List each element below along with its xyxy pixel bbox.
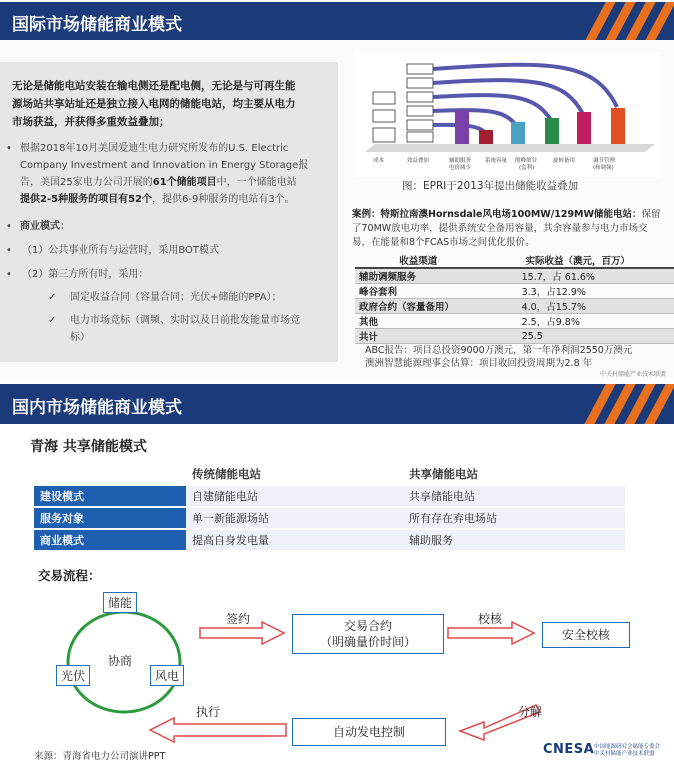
bullet-dot: •: [6, 221, 12, 232]
label-execute: 执行: [196, 705, 221, 719]
bullet-dot: •: [6, 269, 12, 280]
cnesa-sub-1: 中国能源研究会储能专委会: [594, 744, 661, 750]
trade-flow-diagram: [0, 380, 674, 765]
cnesa-subtitle: [594, 744, 660, 758]
box-contract: [292, 614, 444, 654]
bullet1-line-2: Company Investment and Innovation in Energy Storage报: [20, 160, 309, 171]
svg-text:削峰填谷: 削峰填谷: [515, 158, 538, 164]
case-line-3: 易，在能量和8个FCAS市场之间优化报价。: [352, 237, 535, 248]
node-pv: 光伏: [56, 665, 90, 686]
bar-ancillary: [455, 110, 469, 144]
title-bar: [0, 2, 674, 40]
table-cell: 自建储能电站: [186, 486, 403, 506]
table-cell: 15.7，占 61.6%: [482, 268, 674, 284]
case-line-1: 案例：特斯拉南澳Hornsdale风电场100MW/129MW储能电站：保留: [352, 209, 661, 220]
svg-text:(和调频): (和调频): [593, 165, 614, 171]
cnesa-sub-2: 中关村储能产业技术联盟: [594, 751, 655, 757]
table-header: 收益渠道: [355, 253, 482, 268]
svg-text:成本: 成本: [373, 158, 385, 164]
table-cell: 25.5: [482, 329, 674, 344]
chart-floor: [365, 144, 655, 152]
table-cell: 其他: [355, 314, 482, 329]
table-header-row: [355, 253, 674, 268]
table-row: [355, 268, 674, 284]
table-row: [355, 314, 674, 329]
svg-text:辅助服务: 辅助服务: [449, 158, 472, 164]
bar-arbitrage: [511, 122, 525, 144]
case-line-2: 了70MW放电功率，提供系统安全备用容量，其余容量参与电力市场交: [352, 223, 648, 234]
node-storage: 储能: [103, 592, 137, 613]
table-cell: 峰谷套利: [355, 284, 482, 299]
bullet1-line-3: 告，美国25家电力公司开展的61个储能项目中，一个储能电站: [20, 177, 297, 188]
table-header: 实际收益（澳元，百万）: [482, 253, 674, 268]
bar-other: [611, 108, 625, 144]
orange-stripes-decoration: [564, 2, 674, 40]
table-cell: 共享储能电站: [403, 486, 625, 506]
qinghai-subtitle: 青海 共享储能模式: [30, 439, 147, 455]
abc-report-text: ABC报告：项目总投资9000万澳元，第一年净利润2550万澳元: [365, 345, 633, 356]
box-safety-check: 安全校核: [542, 622, 630, 648]
node-wind: 风电: [150, 665, 184, 686]
bar-spinning: [545, 118, 559, 144]
bar-capacity: [479, 130, 493, 144]
svg-text:旋转备用: 旋转备用: [553, 158, 576, 164]
table-row: [355, 329, 674, 344]
svg-text:电价减少: 电价减少: [449, 165, 472, 171]
chart-caption: 图：EPRI于2013年提出储能收益叠加: [402, 180, 579, 192]
node-negotiation: 协商: [108, 654, 133, 668]
svg-text:调节管理: 调节管理: [593, 158, 616, 164]
table-cell: 政府合约（容量备用）: [355, 299, 482, 314]
table-cell: 4.0，占15.7%: [482, 299, 674, 314]
intro-line-1: 无论是储能电站安装在输电侧还是配电侧，无论是与可再生能: [12, 80, 296, 92]
table-row: [355, 284, 674, 299]
contract-line-1: 交易合约: [343, 619, 392, 633]
table-cell: 共计: [355, 329, 482, 344]
fixed-contract-item: 固定收益合同（容量合同；光伏+储能的PPA）；: [70, 292, 282, 303]
market-bid-line-1: 电力市场竞标（调频、实时以及日前批发能量市场竞: [70, 315, 300, 326]
aemo-estimate-text: 澳洲智慧能源理事会估算：项目收回投资周期为2.8 年: [365, 358, 593, 369]
table-cell: 所有存在弃电场站: [403, 508, 625, 528]
check-icon: ✓: [48, 315, 57, 326]
row-label: 服务对象: [34, 508, 186, 528]
svg-text:(套利): (套利): [519, 165, 535, 171]
contract-line-2: （明确量价时间）: [319, 635, 416, 649]
table-cell: 辅助调频服务: [355, 268, 482, 284]
bot-model-item: （1）公共事业所有与运营时，采用BOT模式: [22, 245, 220, 256]
third-party-item: （2）第三方所有时，采用：: [22, 269, 149, 280]
table-cell: 单一新能源场站: [186, 508, 403, 528]
table-cell: 辅助服务: [403, 530, 625, 550]
svg-text:效益叠加: 效益叠加: [407, 158, 430, 164]
slide-domestic: [0, 380, 674, 765]
bar-regulation: [577, 112, 591, 144]
bullet1-line-4: 提供2-5种服务的项目有52个，提供6-9种服务的电站有3个。: [20, 194, 295, 205]
table-row: [355, 299, 674, 314]
svg-text:系统容量: 系统容量: [485, 158, 508, 164]
slide-title: 国际市场储能商业模式: [12, 15, 182, 35]
label-decompose: 分解: [518, 705, 543, 719]
business-model-heading: 商业模式：: [20, 221, 70, 232]
label-sign: 签约: [226, 612, 251, 626]
hornsdale-revenue-table: [355, 253, 674, 344]
slide-title: 国内市场储能商业模式: [12, 398, 182, 418]
table-cell: 提高自身发电量: [186, 530, 403, 550]
row-label: 商业模式: [34, 530, 186, 550]
bullet-dot: •: [6, 245, 12, 256]
flow-label: 交易流程：: [38, 568, 101, 583]
source-note: 来源：青海省电力公司演讲PPT: [34, 751, 166, 762]
cost-stack: [373, 92, 395, 142]
faint-footer: 中关村储能产业技术联盟: [600, 371, 667, 378]
table-cell: 2.5，占9.8%: [482, 314, 674, 329]
bullet-dot: •: [6, 143, 12, 154]
row-label: 建设模式: [34, 486, 186, 506]
slide-international: [0, 0, 674, 378]
table-cell: 3.3，占12.9%: [482, 284, 674, 299]
table-header: 传统储能电站: [192, 467, 261, 481]
case-study-text: [352, 208, 664, 250]
intro-line-3: 市场获益，并获得多重效益叠加；: [12, 116, 170, 128]
epri-benefit-stacking-chart: [355, 52, 660, 177]
box-agc: 自动发电控制: [292, 718, 446, 746]
market-bid-line-2: 标）: [70, 332, 90, 343]
label-check: 校核: [478, 612, 503, 626]
cnesa-logo: CNESA: [543, 742, 595, 757]
check-icon: ✓: [48, 292, 57, 303]
bullet1-line-1: 根据2018年10月美国爱迪生电力研究所发布的U.S. Electric: [20, 143, 289, 154]
arrow-execute: [150, 718, 286, 742]
intro-line-2: 源场站共享站址还是独立接入电网的储能电站，均主要从电力: [12, 98, 296, 110]
table-header: 共享储能电站: [409, 467, 478, 481]
